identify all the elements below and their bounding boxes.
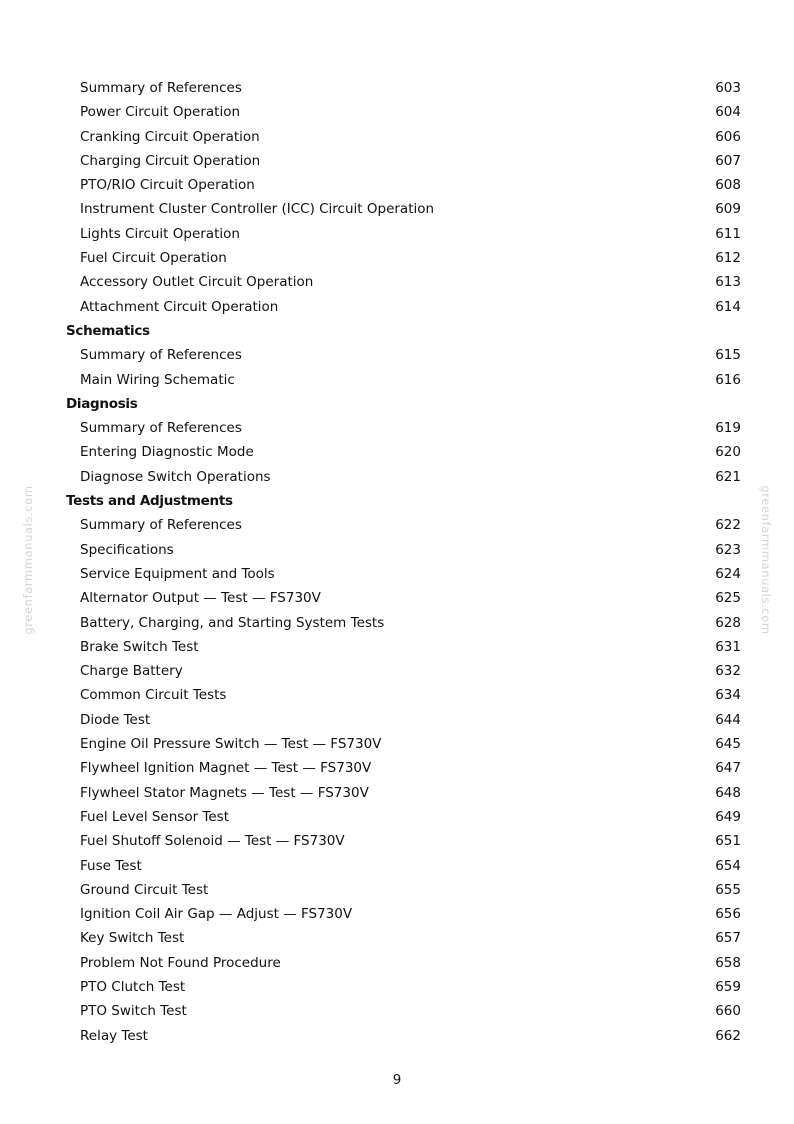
toc-entry[interactable] [0, 708, 794, 732]
toc-entry-title: Charging Circuit Operation [80, 152, 261, 169]
toc-entry-page-number: 634 [715, 687, 741, 704]
toc-entry-page-number: 616 [715, 371, 741, 388]
toc-entry[interactable] [0, 829, 794, 853]
toc-entry-page-number: 621 [715, 468, 741, 485]
toc-entry[interactable] [0, 975, 794, 999]
watermark-right: greenfarmmanuals.com [759, 485, 773, 635]
toc-entry[interactable] [0, 732, 794, 756]
toc-entry[interactable] [0, 683, 794, 707]
section-title: Diagnosis [66, 395, 138, 412]
page-number: 9 [392, 1072, 402, 1088]
toc-entry[interactable] [0, 197, 794, 221]
toc-entry-page-number: 603 [715, 80, 741, 96]
toc-entry-page-number: 649 [715, 808, 741, 825]
toc-entry-title: Key Switch Test [80, 930, 185, 947]
toc-entry-page-number: 659 [715, 978, 741, 995]
toc-entry-title: PTO Clutch Test [80, 978, 186, 995]
section-title: Schematics [66, 322, 150, 339]
toc-entry-page-number: 654 [715, 857, 741, 874]
toc-entry[interactable] [0, 538, 794, 562]
toc-entry-title: Common Circuit Tests [80, 687, 227, 704]
toc-entry-page-number: 651 [715, 833, 741, 850]
toc-entry-title: Specifications [80, 541, 174, 558]
toc-entry[interactable] [0, 562, 794, 586]
toc-entry[interactable] [0, 173, 794, 197]
toc-entry-page-number: 628 [715, 614, 741, 631]
toc-entry-title: Relay Test [80, 1027, 148, 1044]
toc-entry[interactable] [0, 295, 794, 319]
toc-entry[interactable] [0, 222, 794, 246]
toc-entry[interactable] [0, 659, 794, 683]
toc-entry-title: Main Wiring Schematic [80, 371, 235, 388]
section-heading-diagnosis[interactable] [0, 392, 794, 416]
toc-entry-page-number: 655 [715, 881, 741, 898]
toc-entry-title: Summary of References [80, 347, 242, 364]
toc-entry-page-number: 615 [715, 347, 741, 364]
toc-entry[interactable] [0, 76, 794, 100]
toc-entry[interactable] [0, 343, 794, 367]
toc-entry-page-number: 658 [715, 954, 741, 971]
toc-entry-page-number: 622 [715, 517, 741, 534]
toc-entry-page-number: 662 [715, 1027, 741, 1044]
toc-entry-page-number: 619 [715, 420, 741, 437]
toc-group-circuit-operation [0, 76, 794, 319]
toc-entry-page-number: 648 [715, 784, 741, 801]
toc-entry[interactable] [0, 902, 794, 926]
toc-entry-page-number: 623 [715, 541, 741, 558]
toc-entry-page-number: 644 [715, 711, 741, 728]
toc-entry-page-number: 608 [715, 177, 741, 194]
toc-entry-title: Summary of References [80, 420, 242, 437]
toc-entry[interactable] [0, 756, 794, 780]
toc-entry-page-number: 614 [715, 298, 741, 315]
toc-entry[interactable] [0, 926, 794, 950]
toc-entry[interactable] [0, 246, 794, 270]
toc-entry-title: Power Circuit Operation [80, 104, 241, 121]
toc-entry-title: Fuse Test [80, 857, 142, 874]
toc-entry-title: Flywheel Ignition Magnet — Test — FS730V [80, 760, 372, 777]
toc-entry-title: Brake Switch Test [80, 638, 199, 655]
toc-entry-page-number: 613 [715, 274, 741, 291]
toc-group-diagnosis [0, 416, 794, 489]
toc-entry-page-number: 612 [715, 250, 741, 267]
toc-entry-page-number: 611 [715, 225, 741, 242]
toc-entry-page-number: 607 [715, 152, 741, 169]
toc-entry-page-number: 609 [715, 201, 741, 218]
toc-entry-page-number: 647 [715, 760, 741, 777]
toc-entry[interactable] [0, 635, 794, 659]
toc-entry-title: Engine Oil Pressure Switch — Test — FS730V [80, 736, 382, 753]
section-title: Tests and Adjustments [66, 493, 233, 510]
toc-entry-title: Fuel Level Sensor Test [80, 808, 230, 825]
toc-entry-title: Attachment Circuit Operation [80, 298, 279, 315]
toc-entry-title: Alternator Output — Test — FS730V [80, 590, 321, 607]
section-heading-schematics[interactable] [0, 319, 794, 343]
toc-entry-page-number: 660 [715, 1003, 741, 1020]
toc-entry-page-number: 606 [715, 128, 741, 145]
toc-entry[interactable] [0, 611, 794, 635]
toc-entry[interactable] [0, 465, 794, 489]
toc-entry-page-number: 657 [715, 930, 741, 947]
toc-entry[interactable] [0, 440, 794, 464]
toc-entry[interactable] [0, 781, 794, 805]
toc-entry-title: Diode Test [80, 711, 151, 728]
toc-entry-title: Fuel Shutoff Solenoid — Test — FS730V [80, 833, 345, 850]
toc-entry-title: Charge Battery [80, 663, 183, 680]
toc-entry-title: Flywheel Stator Magnets — Test — FS730V [80, 784, 369, 801]
toc-entry-title: PTO Switch Test [80, 1003, 187, 1020]
toc-entry[interactable] [0, 951, 794, 975]
toc-entry-title: Lights Circuit Operation [80, 225, 240, 242]
toc-entry[interactable] [0, 1024, 794, 1048]
toc-entry-title: Entering Diagnostic Mode [80, 444, 254, 461]
toc-entry-page-number: 632 [715, 663, 741, 680]
toc-entry[interactable] [0, 416, 794, 440]
section-heading-tests-and-adjustments[interactable] [0, 489, 794, 513]
toc-entry-page-number: 620 [715, 444, 741, 461]
toc-entry[interactable] [0, 125, 794, 149]
toc-entry[interactable] [0, 368, 794, 392]
toc-entry-page-number: 604 [715, 104, 741, 121]
toc-entry-page-number: 625 [715, 590, 741, 607]
toc-entry-title: Service Equipment and Tools [80, 565, 275, 582]
toc-entry-title: Summary of References [80, 80, 242, 96]
toc-entry-page-number: 624 [715, 565, 741, 582]
toc-entry-title: Summary of References [80, 517, 242, 534]
toc-entry-title: Fuel Circuit Operation [80, 250, 227, 267]
toc-entry[interactable] [0, 270, 794, 294]
toc-entry-page-number: 645 [715, 736, 741, 753]
table-of-contents [0, 76, 794, 1048]
toc-entry-title: Cranking Circuit Operation [80, 128, 260, 145]
toc-entry-title: PTO/RIO Circuit Operation [80, 177, 255, 194]
toc-entry-title: Battery, Charging, and Starting System Tests [80, 614, 385, 631]
toc-group-tests-and-adjustments [0, 513, 794, 1048]
toc-entry-title: Instrument Cluster Controller (ICC) Circuit Operation [80, 201, 435, 218]
toc-entry-page-number: 656 [715, 906, 741, 923]
toc-entry[interactable] [0, 513, 794, 537]
toc-entry-title: Accessory Outlet Circuit Operation [80, 274, 314, 291]
toc-entry-page-number: 631 [715, 638, 741, 655]
toc-entry-title: Diagnose Switch Operations [80, 468, 271, 485]
toc-entry[interactable] [0, 586, 794, 610]
watermark-left: greenfarmmanuals.com [21, 485, 35, 635]
toc-entry[interactable] [0, 149, 794, 173]
toc-entry-title: Ground Circuit Test [80, 881, 209, 898]
toc-entry-title: Problem Not Found Procedure [80, 954, 281, 971]
toc-entry[interactable] [0, 805, 794, 829]
toc-group-schematics [0, 343, 794, 392]
toc-entry[interactable] [0, 878, 794, 902]
toc-entry-title: Ignition Coil Air Gap — Adjust — FS730V [80, 906, 353, 923]
toc-entry[interactable] [0, 999, 794, 1023]
toc-entry[interactable] [0, 100, 794, 124]
toc-entry[interactable] [0, 854, 794, 878]
